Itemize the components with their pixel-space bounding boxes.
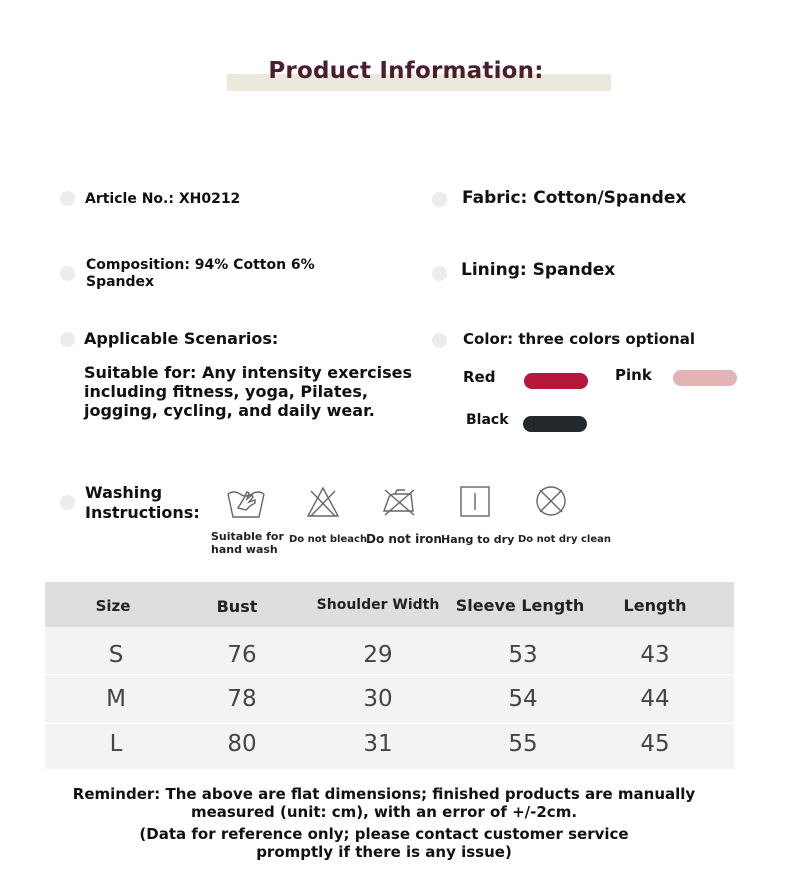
scenarios-line-2: including fitness, yoga, Pilates, — [84, 382, 368, 401]
color-swatch-pink — [673, 370, 737, 386]
color-swatch-red — [524, 373, 588, 389]
table-cell: 55 — [508, 731, 538, 757]
composition-line-2: Spandex — [86, 274, 155, 290]
hand-wash-label — [211, 530, 284, 556]
reference-line-2: promptly if there is any issue) — [256, 843, 512, 861]
composition-line-1: Composition: 94% Cotton 6% — [86, 257, 315, 273]
table-cell: 31 — [363, 731, 393, 757]
do-not-bleach-icon — [306, 486, 340, 518]
table-cell: 78 — [227, 686, 257, 712]
scenarios-line-3: jogging, cycling, and daily wear. — [84, 401, 375, 420]
color-label-red: Red — [463, 368, 496, 386]
table-cell: S — [108, 642, 124, 668]
hand-wash-label-line-1: Suitable for — [211, 530, 284, 543]
lining-info: Lining: Spandex — [461, 260, 616, 280]
bullet-dot — [60, 191, 75, 206]
washing-heading — [85, 483, 200, 523]
scenarios-text — [84, 363, 412, 420]
do-not-dry-clean-icon — [535, 485, 567, 517]
table-cell: 80 — [227, 731, 257, 757]
reference-line-1: (Data for reference only; please contact customer service — [139, 825, 629, 843]
scenarios-line-1: Suitable for: Any intensity exercises — [84, 363, 412, 382]
table-cell: 45 — [640, 731, 670, 757]
hand-wash-icon — [226, 484, 266, 520]
color-label-pink: Pink — [615, 366, 652, 384]
do-not-bleach-label: Do not bleach — [289, 534, 368, 545]
table-cell: 44 — [640, 686, 670, 712]
reminder-note — [0, 785, 768, 821]
header-shoulder-width: Shoulder Width — [316, 597, 440, 613]
header-bust: Bust — [216, 597, 258, 616]
row-divider — [45, 723, 734, 724]
row-divider — [45, 674, 734, 675]
table-cell: 29 — [363, 642, 393, 668]
bullet-dot — [432, 266, 447, 281]
article-number: Article No.: XH0212 — [85, 191, 241, 207]
color-swatch-black — [523, 416, 587, 432]
table-cell: 43 — [640, 642, 670, 668]
table-cell: 30 — [363, 686, 393, 712]
reference-note — [0, 825, 768, 861]
bullet-dot — [432, 192, 447, 207]
reminder-line-2: measured (unit: cm), with an error of +/-2cm. — [190, 803, 578, 821]
header-sleeve-length: Sleeve Length — [455, 596, 585, 615]
hang-to-dry-label: Hang to dry — [441, 533, 515, 546]
scenarios-heading: Applicable Scenarios: — [84, 329, 279, 348]
bullet-dot — [60, 495, 75, 510]
header-size: Size — [95, 597, 131, 615]
fabric-info: Fabric: Cotton/Spandex — [462, 188, 687, 208]
color-label-black: Black — [466, 412, 509, 428]
do-not-iron-label: Do not iron — [366, 532, 442, 546]
color-heading: Color: three colors optional — [463, 330, 695, 348]
composition-info — [86, 257, 315, 291]
washing-heading-line-1: Washing — [85, 483, 163, 502]
do-not-dry-clean-label: Do not dry clean — [518, 534, 611, 545]
bullet-dot — [432, 333, 447, 348]
bullet-dot — [60, 266, 75, 281]
hand-wash-label-line-2: hand wash — [211, 543, 278, 556]
table-cell: 53 — [508, 642, 538, 668]
table-cell: L — [109, 731, 123, 757]
table-cell: 54 — [508, 686, 538, 712]
bullet-dot — [60, 332, 75, 347]
hang-to-dry-icon — [459, 485, 491, 518]
table-cell: M — [106, 686, 126, 712]
page-title: Product Information: — [268, 58, 544, 84]
header-length: Length — [623, 596, 687, 615]
do-not-iron-icon — [381, 487, 417, 517]
reminder-line-1: Reminder: The above are flat dimensions; finished products are manually — [72, 785, 696, 803]
washing-heading-line-2: Instructions: — [85, 503, 200, 522]
table-cell: 76 — [227, 642, 257, 668]
